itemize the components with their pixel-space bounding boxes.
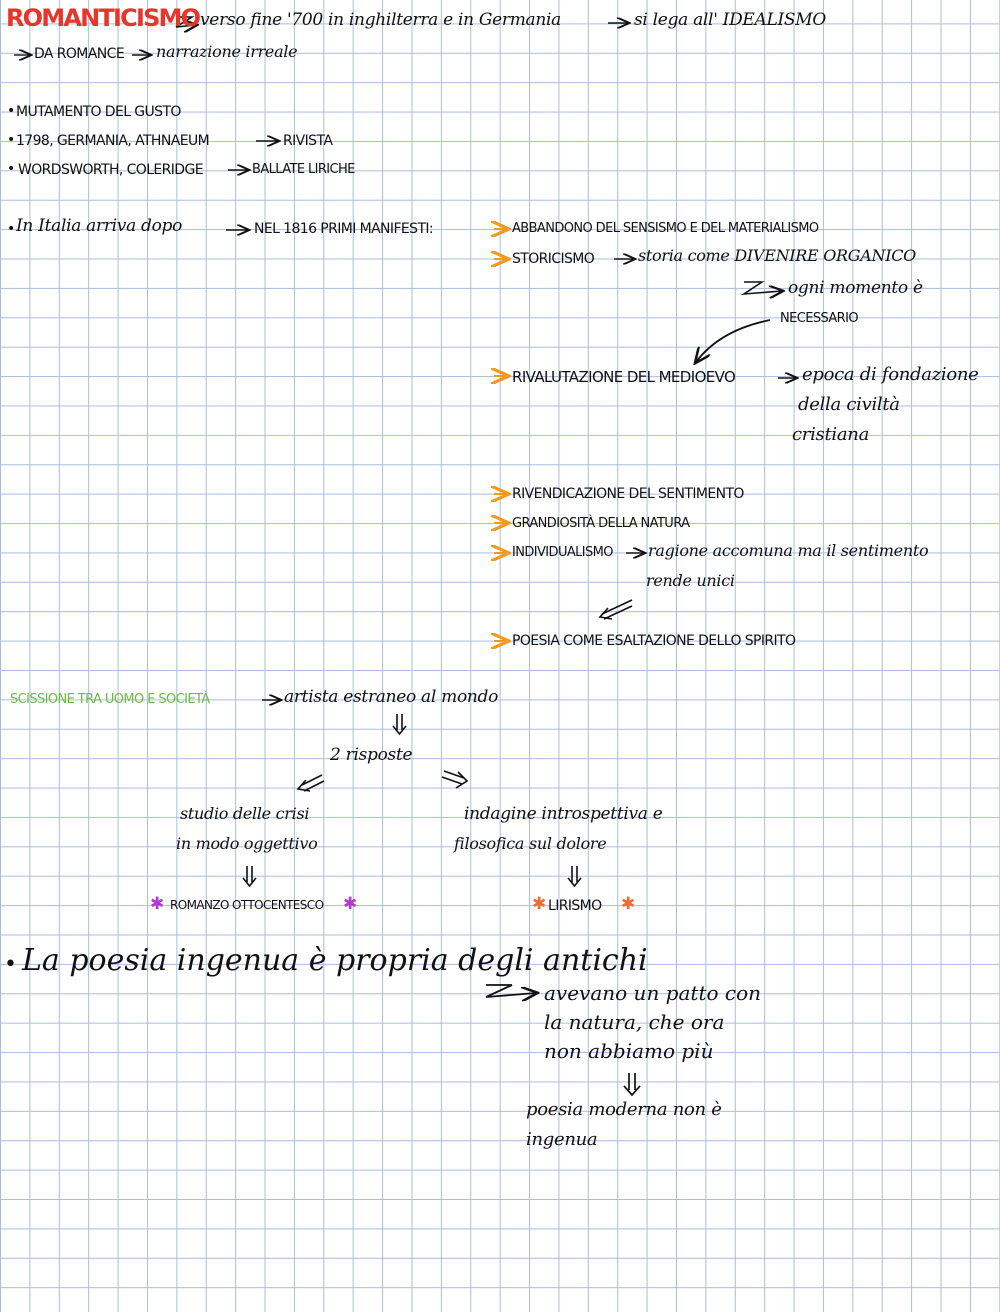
- result-romanzo: ROMANZO OTTOCENTESCO: [170, 898, 324, 912]
- bullet-dot-icon: •: [7, 103, 16, 119]
- z-arrow-icon: [744, 282, 782, 294]
- point-sentimento: RIVENDICAZIONE DEL SENTIMENTO: [512, 486, 744, 502]
- italia-manifesti: NEL 1816 PRIMI MANIFESTI:: [254, 221, 434, 237]
- ingenua-statement: La poesia ingenua è propria degli antichi: [22, 943, 648, 978]
- page-title: ROMANTICISMO: [6, 4, 200, 32]
- bullet-athenaeum: 1798, GERMANIA, ATHNAEUM: [16, 133, 210, 149]
- double-arrow-icon: [393, 714, 406, 734]
- asterisk-icon: ✱: [532, 894, 547, 914]
- ingenua-expl-1: avevano un patto con: [544, 981, 762, 1005]
- intro-origin: verso fine '700 in inghilterra e in Germania: [200, 10, 561, 30]
- bullet-dot-icon: •: [7, 221, 16, 237]
- risposta-left-2: in modo oggettivo: [176, 834, 318, 853]
- point-abbandono: ABBANDONO DEL SENSISMO E DEL MATERIALISMO: [512, 221, 819, 236]
- double-arrow-icon: [568, 866, 581, 886]
- double-arrow-icon: [600, 600, 632, 619]
- risposta-left-1: studio delle crisi: [180, 804, 310, 823]
- asterisk-icon: ✱: [343, 894, 358, 914]
- double-arrow-icon: [243, 866, 256, 886]
- asterisk-icon: ✱: [150, 894, 165, 914]
- ingenua-expl-2: la natura, che ora: [544, 1010, 725, 1034]
- risposta-right-1: indagine introspettiva e: [464, 804, 663, 824]
- point-individualismo: INDIVIDUALISMO: [512, 545, 613, 560]
- bullet-dot-icon: •: [4, 952, 17, 977]
- point-storicismo: STORICISMO: [512, 251, 595, 267]
- asterisk-icon: ✱: [621, 894, 636, 914]
- risposta-right-2: filosofica sul dolore: [454, 834, 607, 853]
- intro-narrazione: narrazione irreale: [156, 42, 298, 61]
- scissione-risposte: 2 risposte: [330, 745, 413, 765]
- result-lirismo: LIRISMO: [548, 898, 602, 914]
- point-momento-1: ogni momento è: [788, 278, 923, 298]
- bullet-gusto: MUTAMENTO DEL GUSTO: [16, 104, 181, 120]
- bullet-wordsworth: WORDSWORTH, COLERIDGE: [18, 162, 203, 178]
- intro-idealismo: si lega all' IDEALISMO: [634, 10, 826, 30]
- bullet-rivista: RIVISTA: [283, 133, 333, 149]
- z-arrow-icon: [486, 985, 536, 997]
- point-momento-2: NECESSARIO: [780, 311, 858, 326]
- point-epoca-1: epoca di fondazione: [802, 364, 979, 385]
- point-medioevo: RIVALUTAZIONE DEL MEDIOEVO: [512, 368, 736, 386]
- double-arrow-icon: [442, 771, 467, 788]
- bullet-dot-icon: •: [7, 161, 16, 177]
- point-epoca-2: della civiltà: [798, 394, 900, 415]
- curved-arrow-icon: [696, 320, 770, 362]
- point-ragione-2: rende unici: [646, 571, 735, 590]
- bullet-dot-icon: •: [7, 132, 16, 148]
- double-arrow-icon: [624, 1073, 640, 1095]
- point-ragione-1: ragione accomuna ma il sentimento: [648, 541, 929, 560]
- scissione-heading: SCISSIONE TRA UOMO E SOCIETÀ: [10, 692, 210, 707]
- ingenua-expl-3: non abbiamo più: [544, 1039, 714, 1063]
- double-arrow-icon: [298, 775, 324, 791]
- italia-lead: In Italia arriva dopo: [16, 216, 183, 236]
- point-storicismo-def: storia come DIVENIRE ORGANICO: [638, 246, 916, 265]
- point-poesia: POESIA COME ESALTAZIONE DELLO SPIRITO: [512, 633, 796, 649]
- point-epoca-3: cristiana: [792, 424, 870, 445]
- intro-romance: DA ROMANCE: [34, 46, 125, 62]
- bullet-ballate: BALLATE LIRICHE: [252, 162, 355, 177]
- point-natura: GRANDIOSITÀ DELLA NATURA: [512, 516, 690, 531]
- ingenua-concl-1: poesia moderna non è: [526, 1099, 722, 1120]
- scissione-artista: artista estraneo al mondo: [284, 687, 499, 707]
- ingenua-concl-2: ingenua: [526, 1129, 598, 1150]
